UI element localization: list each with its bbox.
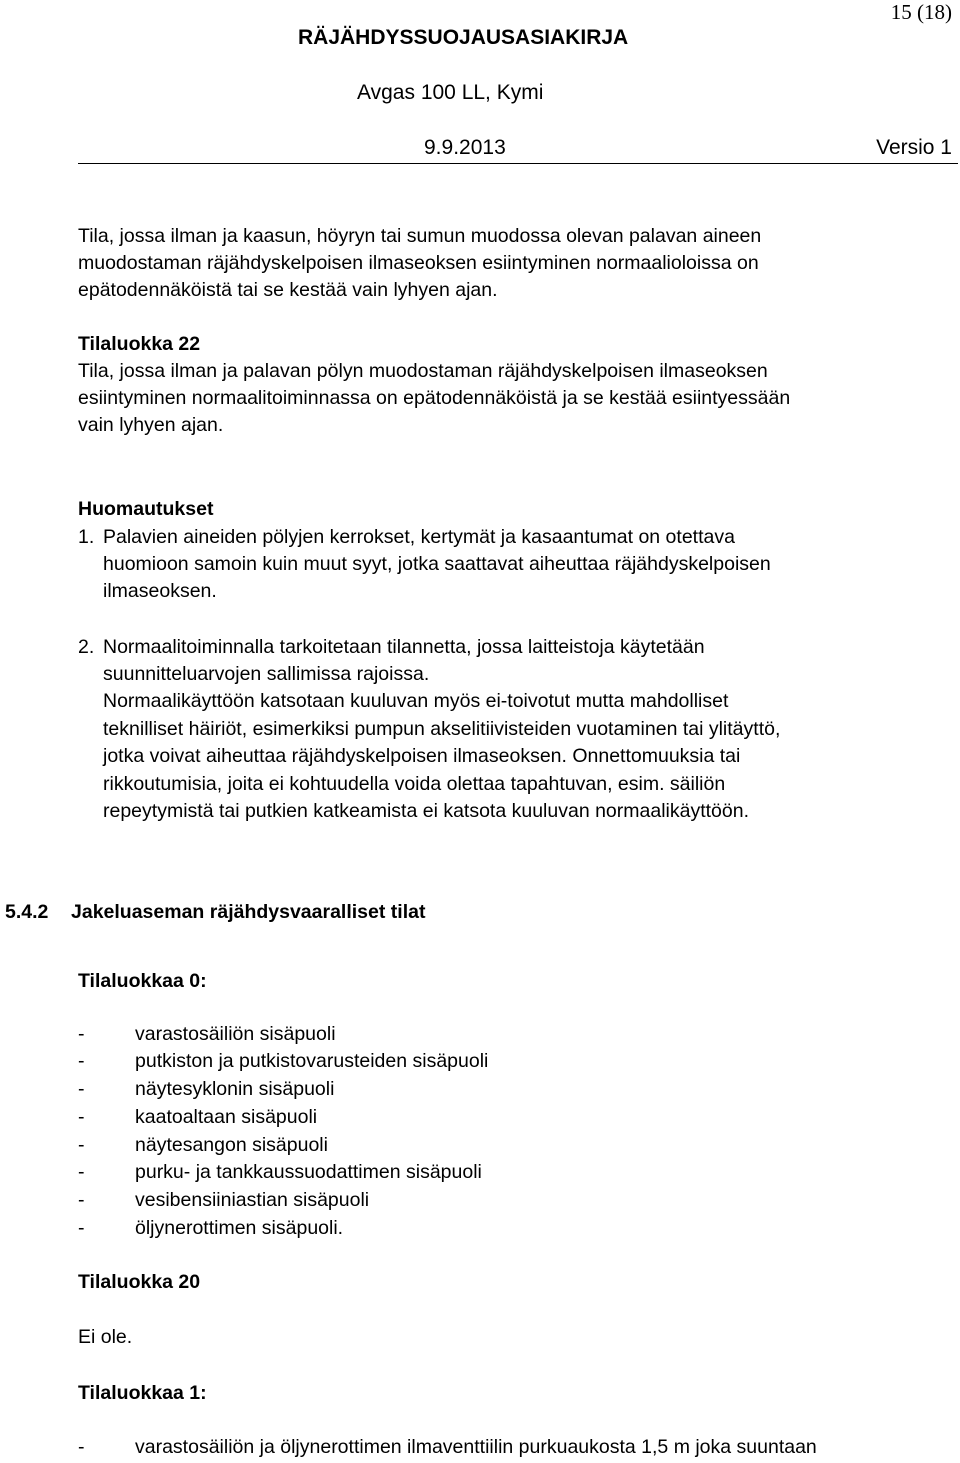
zone22-line: vain lyhyen ajan.	[78, 414, 224, 436]
document-date: 9.9.2013	[424, 136, 506, 159]
section-number: 5.4.2	[5, 901, 49, 923]
intro-line: muodostaman räjähdyskelpoisen ilmaseoksen esiintyminen normaalioloissa on	[78, 252, 759, 274]
note1-number: 1.	[78, 526, 95, 548]
note2-line: repeytymistä tai putkien katkeamista ei katsota kuuluvan normaalikäyttöön.	[103, 800, 749, 822]
note2-line: suunnitteluarvojen sallimissa rajoissa.	[103, 663, 430, 685]
note2-line: teknilliset häiriöt, esimerkiksi pumpun akselitiivisteiden vuotaminen tai ylitäyttö,	[103, 718, 781, 740]
note2-line: Normaalikäyttöön katsotaan kuuluvan myös ei-toivotut mutta mahdolliset	[103, 690, 729, 712]
zone20-heading: Tilaluokka 20	[78, 1271, 201, 1293]
note1-line: ilmaseoksen.	[103, 580, 217, 602]
zone22-line: esiintyminen normaalitoiminnassa on epätodennäköistä ja se kestää esiintyessään	[78, 387, 791, 409]
list-item: purku- ja tankkaussuodattimen sisäpuoli	[135, 1161, 482, 1183]
zone1-heading: Tilaluokkaa 1:	[78, 1382, 207, 1404]
list-item: varastosäiliön sisäpuoli	[135, 1023, 336, 1045]
page-number: 15 (18)	[890, 0, 952, 24]
intro-line: epätodennäköistä tai se kestää vain lyhyen ajan.	[78, 279, 498, 301]
note2-line: jotka voivat aiheuttaa räjähdyskelpoisen ilmaseoksen. Onnettomuuksia tai	[103, 745, 741, 767]
document-title: RÄJÄHDYSSUOJAUSASIAKIRJA	[298, 26, 629, 49]
list-bullet: -	[78, 1078, 85, 1100]
list-item: varastosäiliön ja öljynerottimen ilmaventtiilin purkuaukosta 1,5 m joka suuntaan	[135, 1436, 817, 1458]
list-item: öljynerottimen sisäpuoli.	[135, 1217, 344, 1239]
list-bullet: -	[78, 1217, 85, 1239]
header-divider	[78, 163, 958, 164]
zone20-text: Ei ole.	[78, 1326, 133, 1348]
list-bullet: -	[78, 1189, 85, 1211]
list-bullet: -	[78, 1134, 85, 1156]
document-subtitle: Avgas 100 LL, Kymi	[357, 81, 544, 104]
note1-line: Palavien aineiden pölyjen kerrokset, kertymät ja kasaantumat on otettava	[103, 526, 735, 548]
list-bullet: -	[78, 1050, 85, 1072]
list-bullet: -	[78, 1161, 85, 1183]
note2-number: 2.	[78, 636, 95, 658]
note2-line: Normaalitoiminnalla tarkoitetaan tilannetta, jossa laitteistoja käytetään	[103, 636, 705, 658]
note1-line: huomioon samoin kuin muut syyt, jotka saattavat aiheuttaa räjähdyskelpoisen	[103, 553, 771, 575]
list-item: putkiston ja putkistovarusteiden sisäpuoli	[135, 1050, 489, 1072]
zone22-heading: Tilaluokka 22	[78, 333, 201, 355]
list-bullet: -	[78, 1106, 85, 1128]
list-bullet: -	[78, 1436, 85, 1458]
list-item: näytesangon sisäpuoli	[135, 1134, 328, 1156]
note2-line: rikkoutumisia, joita ei kohtuudella voida olettaa tapahtuvan, esim. säiliön	[103, 773, 726, 795]
list-bullet: -	[78, 1023, 85, 1045]
zone22-line: Tila, jossa ilman ja palavan pölyn muodostaman räjähdyskelpoisen ilmaseoksen	[78, 360, 768, 382]
intro-line: Tila, jossa ilman ja kaasun, höyryn tai sumun muodossa olevan palavan aineen	[78, 225, 762, 247]
zone0-heading: Tilaluokkaa 0:	[78, 970, 207, 992]
list-item: kaatoaltaan sisäpuoli	[135, 1106, 318, 1128]
list-item: vesibensiiniastian sisäpuoli	[135, 1189, 370, 1211]
notes-heading: Huomautukset	[78, 498, 214, 520]
list-item: näytesyklonin sisäpuoli	[135, 1078, 335, 1100]
section-title: Jakeluaseman räjähdysvaaralliset tilat	[71, 901, 426, 923]
document-version: Versio 1	[876, 136, 952, 159]
